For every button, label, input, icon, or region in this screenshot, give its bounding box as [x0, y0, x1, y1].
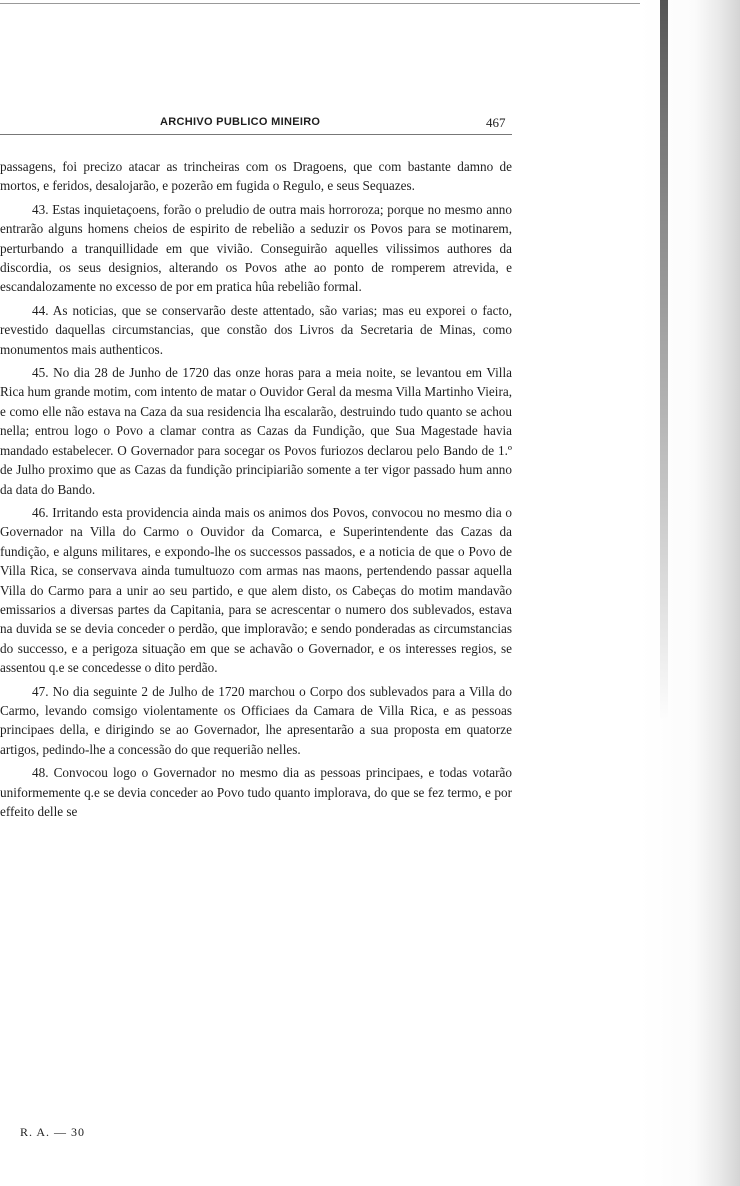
paragraph-46: 46. Irritando esta providencia ainda mais os animos dos Povos, convocou no mesmo dia o Governador na Villa do Carmo o Ouvidor da Comarca, e Superintendente das Cazas da fundição, e alguns militares, e expondo-lhe os successos passados, e a noticia de que o Povo de Villa Rica, se conservava ainda tumultuozo com armas nas maons, pertendendo passar aquella Villa do Carmo para a unir ao seu partido, e que alem disto, os Cabeças do motim mandavão emissarios a diversas partes da Capitania, para se acrescentar o numero dos sublevados, estava na duvida se se devia conceder o perdão, que imploravão; e sendo ponderadas as circumstancias do successo, e a perigoza situação em que se achavão o Governador, e os interesses regios, se assentou q.e se concedesse o dito perdão. [0, 504, 512, 676]
binding-crease [660, 0, 668, 720]
page-number: 467 [486, 115, 506, 130]
body-text [0, 157, 512, 825]
running-header [0, 110, 512, 134]
paragraph-43: 43. Estas inquietaçoens, forão o preludio de outra mais horroroza; porque no mesmo anno entrarão alguns homens cheios de espirito de rebelião a seduzir os Povos para se motinarem, perturbando a tranquillidade em que vivião. Conseguirão aquelles vilissimos authores da discordia, os seus designios, alterando os Povos athe ao ponto de romperem atrevida, e escandalozamente no excesso de por em pratica hûa rebelião formal. [0, 201, 512, 295]
top-edge-rule [0, 3, 640, 4]
running-title: ARCHIVO PUBLICO MINEIRO [160, 116, 321, 128]
page-gutter [640, 0, 740, 1186]
paragraph-44: 44. As noticias, que se conservarão deste attentado, são varias; mas eu exporei o facto, revestido daquellas circumstancias, que constão dos Livros da Secretaria de Minas, como monumentos mais authenticos. [0, 302, 512, 357]
header-rule [0, 134, 512, 135]
paragraph-45: 45. No dia 28 de Junho de 1720 das onze horas para a meia noite, se levantou em Villa Rica hum grande motim, com intento de matar o Ouvidor Geral da mesma Villa Martinho Vieira, e como elle não estava na Caza da sua residencia lha escalarão, destruindo tudo quanto se achou nella; entrou logo o Povo a clamar contra as Cazas da Fundição, que Sua Magestade havia mandado estabelecer. O Governador para socegar os Povos furiozos declarou pelo Bando de 1.º de Julho proximo que as Cazas da fundição principiarião somente a ter vigor passado hum anno da data do Bando. [0, 365, 512, 497]
paragraph-47: 47. No dia seguinte 2 de Julho de 1720 marchou o Corpo dos sublevados para a Villa do Carmo, levando comsigo violentamente os Officiaes da Camara de Villa Rica, e as pessoas principaes della, e dirigindo se ao Governador, lhe apresentarão a sua proposta em quatorze artigos, pedindo-lhe a concessão do que requerião nelles. [0, 683, 512, 757]
signature-mark: R. A. — 30 [20, 1125, 86, 1139]
paragraph-48: 48. Convocou logo o Governador no mesmo dia as pessoas principaes, e todas votarão uniformemente q.e se devia conceder ao Povo tudo quanto implorava, do que se fez termo, e por effeito delle se [0, 765, 512, 819]
paragraph-continuation: passagens, foi precizo atacar as trincheiras com os Dragoens, que com bastante damno de mortos, e feridos, desalojarão, e pozerão em fugida o Regulo, e seus Sequazes. [0, 159, 512, 194]
